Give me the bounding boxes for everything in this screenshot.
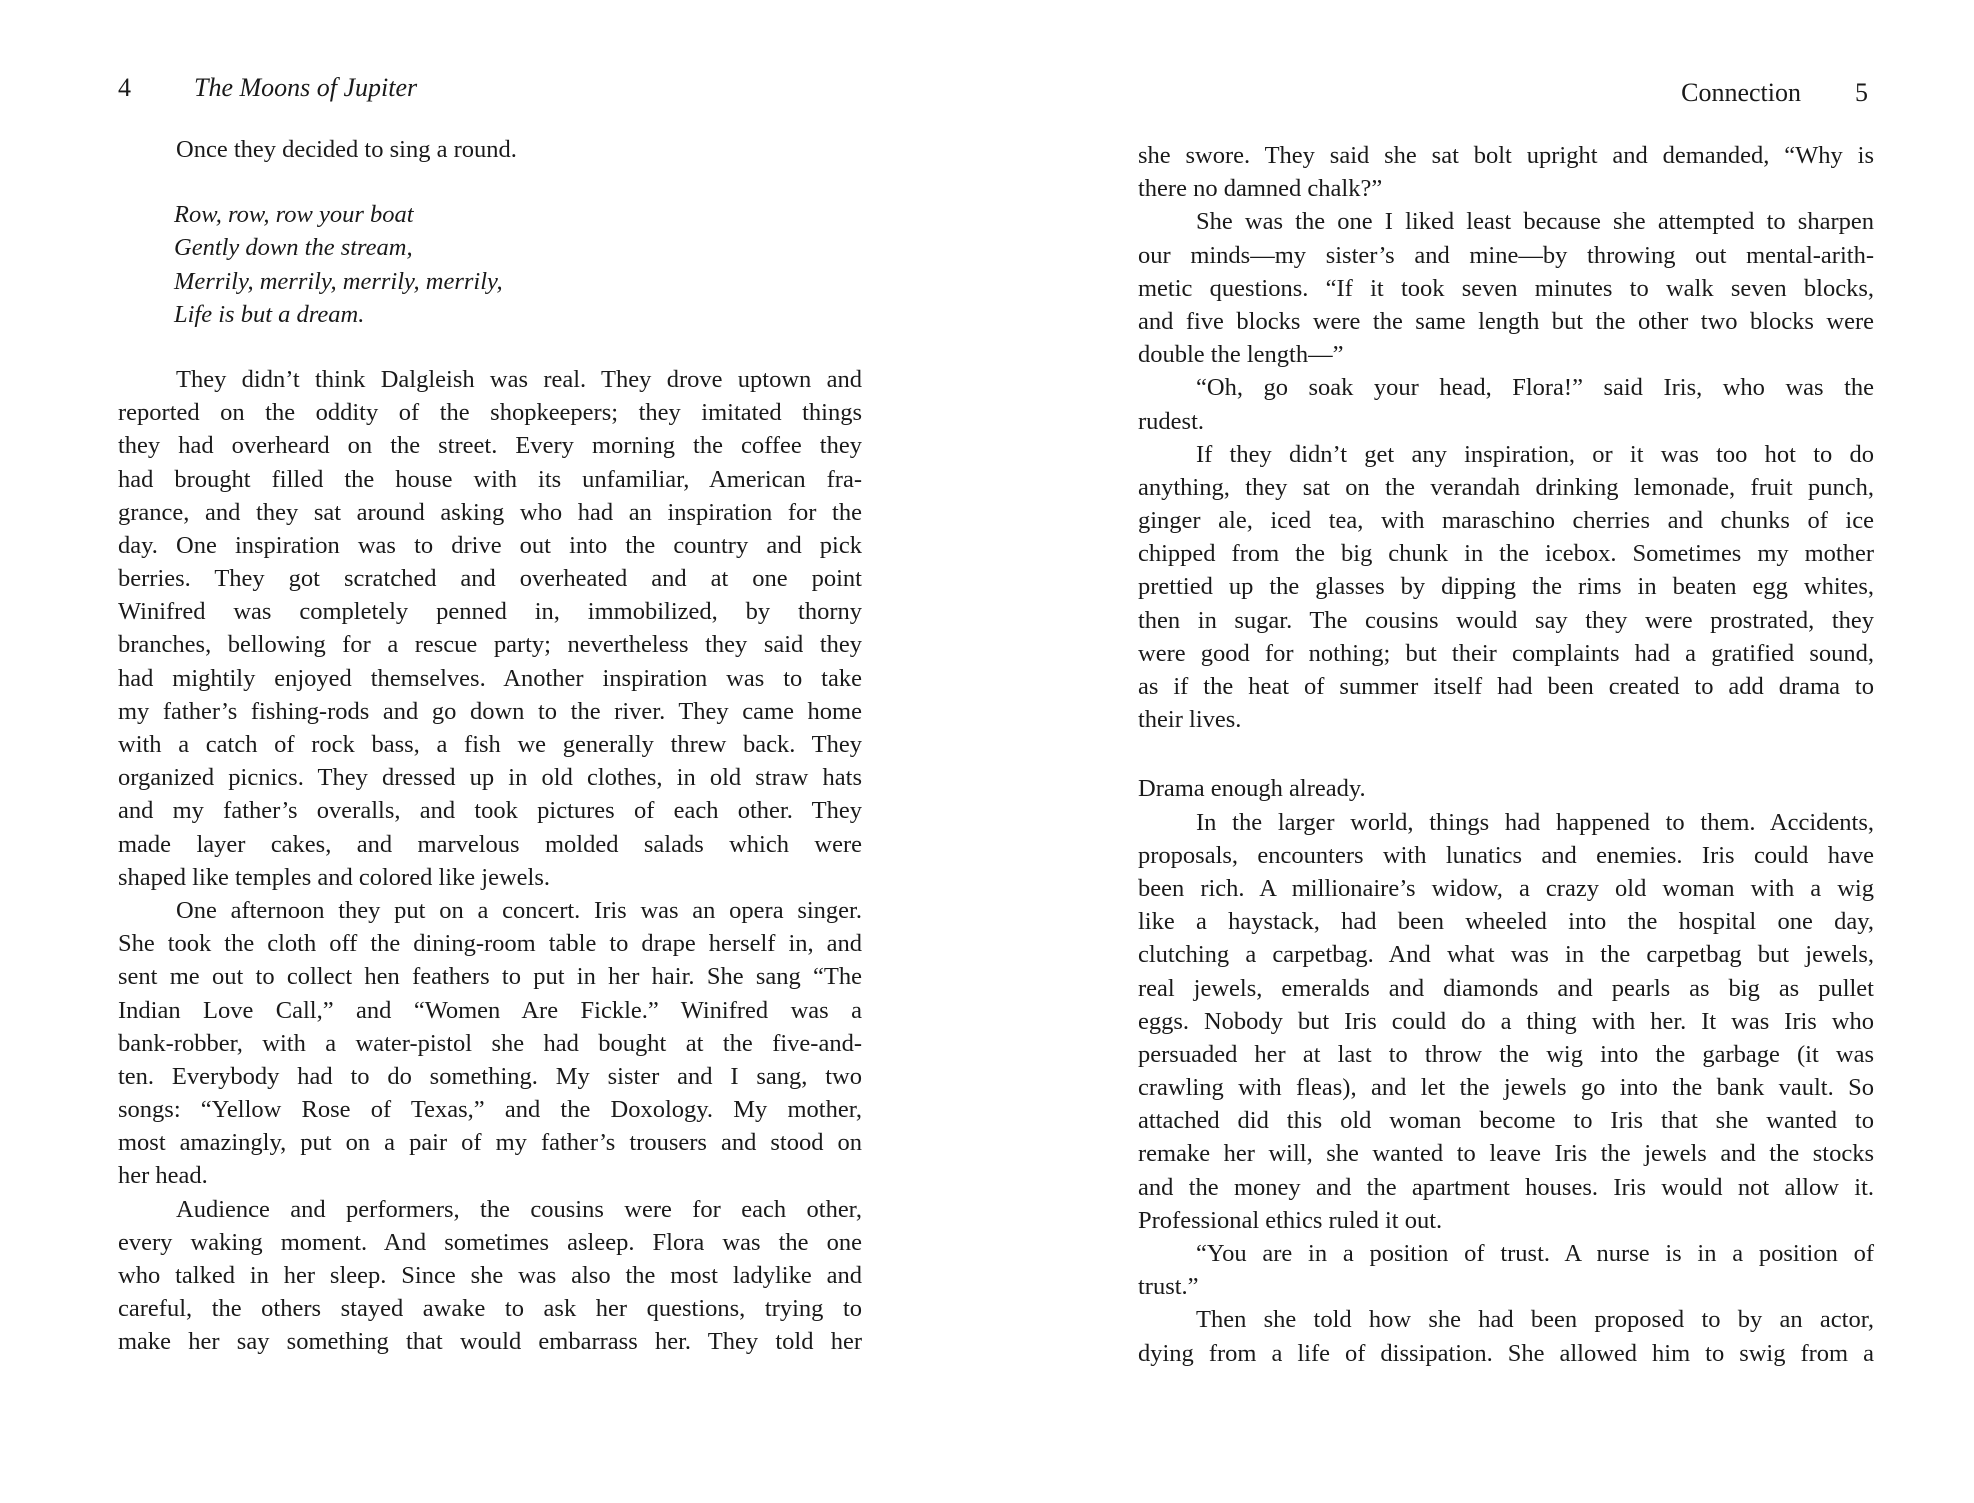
text-line: proposals, encounters with lunatics and enemies. Iris could have	[1138, 841, 1874, 869]
book-title: The Moons of Jupiter	[194, 73, 418, 102]
text-line: every waking moment. And sometimes asleep. Flora was the one	[118, 1228, 862, 1256]
text-line: day. One inspiration was to drive out into the country and pick	[118, 531, 862, 559]
paragraph	[118, 1193, 862, 1359]
text-line: dying from a life of dissipation. She allowed him to swig from a	[1138, 1339, 1874, 1367]
right-running-header	[1681, 75, 1868, 111]
text-line: One afternoon they put on a concert. Iris was an opera singer.	[176, 896, 862, 924]
text-line: clutching a carpetbag. And what was in the carpetbag but jewels,	[1138, 941, 1874, 969]
poem-line: Gently down the stream,	[174, 234, 413, 262]
text-line: They didn’t think Dalgleish was real. They drove uptown and	[176, 365, 862, 393]
text-line: trust.”	[1138, 1273, 1199, 1301]
text-line: attached did this old woman become to Iris that she wanted to	[1138, 1107, 1874, 1135]
text-line: ginger ale, iced tea, with maraschino cherries and chunks of ice	[1138, 507, 1874, 535]
text-line: sent me out to collect hen feathers to put in her hair. She sang “The	[118, 963, 862, 991]
text-line: double the length—”	[1138, 341, 1344, 369]
text-line: remake her will, she wanted to leave Iris the jewels and the stocks	[1138, 1140, 1874, 1168]
paragraph	[1138, 1237, 1874, 1303]
poem-line: Life is but a dream.	[174, 300, 365, 328]
text-line: If they didn’t get any inspiration, or it was too hot to do	[1196, 440, 1874, 468]
paragraph	[118, 363, 862, 894]
text-line: crawling with fleas), and let the jewels go into the bank vault. So	[1138, 1074, 1874, 1102]
text-line: branches, bellowing for a rescue party; nevertheless they said they	[118, 631, 862, 659]
paragraph	[1138, 139, 1874, 205]
text-line: made layer cakes, and marvelous molded salads which were	[118, 830, 862, 858]
text-line: who talked in her sleep. Since she was also the most ladylike and	[118, 1262, 862, 1289]
text-line: were good for nothing; but their complaints had a gratified sound,	[1138, 639, 1874, 667]
text-line: had mightily enjoyed themselves. Another inspiration was to take	[118, 664, 862, 692]
text-line: berries. They got scratched and overheated and at one point	[118, 565, 862, 593]
text-line: then in sugar. The cousins would say they were prostrated, they	[1138, 606, 1874, 634]
text-line: there no damned chalk?”	[1138, 175, 1383, 203]
text-line: my father’s fishing-rods and go down to the river. They came home	[118, 697, 862, 725]
text-line: anything, they sat on the verandah drinking lemonade, fruit punch,	[1138, 473, 1874, 501]
text-line: Professional ethics ruled it out.	[1138, 1206, 1443, 1234]
text-line: rudest.	[1138, 407, 1204, 435]
text-line: “You are in a position of trust. A nurse is in a position of	[1196, 1240, 1874, 1267]
text-line: our minds—my sister’s and mine—by throwing out mental-arith-	[1138, 241, 1874, 269]
left-running-header	[118, 70, 417, 106]
text-line: her head.	[118, 1162, 208, 1190]
poem-line: Merrily, merrily, merrily, merrily,	[174, 267, 503, 295]
section-opening-line: Drama enough already.	[1138, 775, 1366, 803]
text-line: had brought filled the house with its unfamiliar, American fra-	[118, 465, 862, 493]
text-line: like a haystack, had been wheeled into the hospital one day,	[1138, 908, 1874, 936]
text-line: careful, the others stayed awake to ask her questions, trying to	[118, 1295, 862, 1323]
paragraph	[1138, 806, 1874, 1237]
paragraph	[1138, 205, 1874, 371]
paragraph	[1138, 371, 1874, 437]
paragraph	[1138, 438, 1874, 737]
text-line: Winifred was completely penned in, immobilized, by thorny	[118, 598, 862, 626]
text-line: shaped like temples and colored like jewels.	[118, 863, 551, 891]
text-line: She took the cloth off the dining-room table to drape herself in, and	[118, 930, 862, 958]
text-line: they had overheard on the street. Every morning the coffee they	[118, 432, 862, 460]
section-title: Connection	[1681, 78, 1801, 107]
text-line: she swore. They said she sat bolt upright and demanded, “Why is	[1138, 142, 1874, 169]
text-line: their lives.	[1138, 706, 1242, 734]
text-line: ten. Everybody had to do something. My sister and I sang, two	[118, 1062, 862, 1090]
text-line: and five blocks were the same length but the other two blocks were	[1138, 307, 1874, 335]
text-line: chipped from the big chunk in the icebox. Sometimes my mother	[1138, 540, 1874, 568]
text-line: songs: “Yellow Rose of Texas,” and the Doxology. My mother,	[118, 1096, 862, 1124]
text-line: been rich. A millionaire’s widow, a crazy old woman with a wig	[1138, 874, 1874, 902]
text-line: grance, and they sat around asking who had an inspiration for the	[118, 498, 862, 526]
text-line: Audience and performers, the cousins were for each other,	[176, 1195, 862, 1223]
text-line: and my father’s overalls, and took pictures of each other. They	[118, 797, 862, 825]
text-line: metic questions. “If it took seven minutes to walk seven blocks,	[1138, 274, 1874, 302]
text-line: Then she told how she had been proposed to by an actor,	[1196, 1306, 1874, 1334]
poem-line: Row, row, row your boat	[174, 201, 414, 229]
text-line: persuaded her at last to throw the wig into the garbage (it was	[1138, 1040, 1874, 1068]
opening-line: Once they decided to sing a round.	[176, 136, 517, 163]
text-line: prettied up the glasses by dipping the rims in beaten egg whites,	[1138, 573, 1874, 601]
right-body-text	[1138, 139, 1874, 1370]
paragraph	[1138, 1303, 1874, 1369]
text-line: reported on the oddity of the shopkeepers; they imitated things	[118, 399, 862, 427]
section-break	[1138, 736, 1874, 772]
text-line: and the money and the apartment houses. Iris would not allow it.	[1138, 1173, 1874, 1201]
text-line: bank-robber, with a water-pistol she had bought at the five-and-	[118, 1029, 862, 1057]
text-line: with a catch of rock bass, a fish we generally threw back. They	[118, 731, 862, 758]
poem-block	[118, 198, 862, 331]
text-line: as if the heat of summer itself had been created to add drama to	[1138, 673, 1874, 700]
text-line: Indian Love Call,” and “Women Are Fickle.” Winifred was a	[118, 996, 862, 1024]
right-page	[987, 0, 1974, 1503]
right-page-number: 5	[1855, 78, 1868, 107]
text-line: She was the one I liked least because she attempted to sharpen	[1196, 208, 1874, 236]
text-line: real jewels, emeralds and diamonds and pearls as big as pullet	[1138, 974, 1874, 1002]
left-page-number: 4	[118, 73, 131, 102]
text-line: eggs. Nobody but Iris could do a thing with her. It was Iris who	[1138, 1007, 1874, 1035]
text-line: “Oh, go soak your head, Flora!” said Iris, who was the	[1196, 374, 1874, 402]
paragraph	[118, 894, 862, 1193]
text-line: In the larger world, things had happened to them. Accidents,	[1196, 808, 1874, 836]
text-line: make her say something that would embarrass her. They told her	[118, 1328, 862, 1356]
text-line: most amazingly, put on a pair of my father’s trousers and stood on	[118, 1129, 862, 1157]
text-line: organized picnics. They dressed up in old clothes, in old straw hats	[118, 764, 862, 792]
left-body-text	[118, 133, 862, 1359]
